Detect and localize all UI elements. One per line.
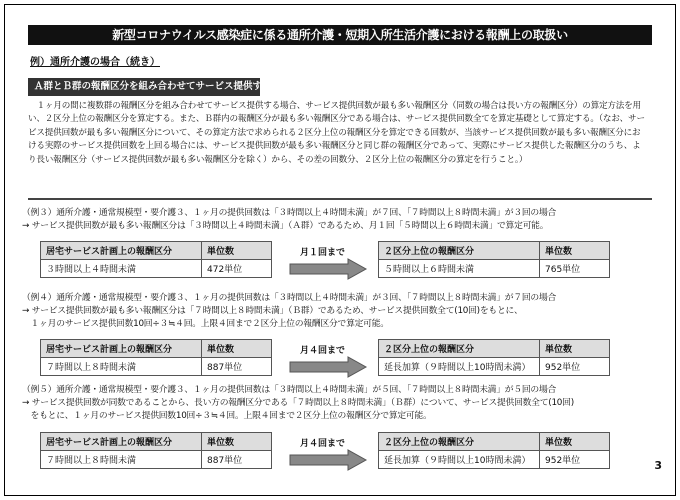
example-4-base-table <box>40 339 272 376</box>
arrow-label: 月４回まで <box>300 439 346 449</box>
example-line: （例５）通所介護・通常規模型・要介護３、１ヶ月の提供回数は「３時間以上４時間未満」が５回、「７時間以上８時間未満」が５回の場合 <box>22 385 557 395</box>
example-4-text <box>22 292 662 331</box>
example-line: → サービス提供回数が最も多い報酬区分は「３時間以上４時間未満」（Ａ群）であるため、月１回「５時間以上６時間未満」で算定可能。 <box>22 221 549 231</box>
table-cell: ３時間以上４時間未満 <box>41 260 202 278</box>
table-header: ２区分上位の報酬区分 <box>379 340 540 358</box>
table-header: 居宅サービス計画上の報酬区分 <box>41 340 202 358</box>
table-cell: 延長加算（９時間以上10時間未満） <box>379 358 540 376</box>
example-3-upper-table <box>378 241 610 278</box>
arrow-label: 月１回まで <box>300 248 346 258</box>
example-3-base-table <box>40 241 272 278</box>
example-line: → サービス提供回数が最も多い報酬区分は「７時間以上８時間未満」（Ｂ群）であるため、サービス提供回数全て(10回)をもとに、 <box>22 306 523 316</box>
table-header: 単位数 <box>202 433 272 451</box>
example-5-upper-table <box>378 432 610 469</box>
table-cell: ５時間以上６時間未満 <box>379 260 540 278</box>
table-header: 居宅サービス計画上の報酬区分 <box>41 433 202 451</box>
page-title: 新型コロナウイルス感染症に係る通所介護・短期入所生活介護における報酬上の取扱い <box>28 25 652 45</box>
case-label: 例）通所介護の場合（続き） <box>30 57 160 68</box>
explanation-paragraph <box>28 100 648 167</box>
example-line: をもとに、１ヶ月のサービス提供回数10回÷３≒４回。上限４回まで２区分上位の報酬区分で算定可能。 <box>22 411 432 421</box>
table-cell: ７時間以上８時間未満 <box>41 451 202 469</box>
example-line: １ヶ月のサービス提供回数10回÷３≒４回。上限４回まで２区分上位の報酬区分で算定可能。 <box>22 319 389 329</box>
table-cell: 延長加算（９時間以上10時間未満） <box>379 451 540 469</box>
table-header: 単位数 <box>202 242 272 260</box>
section-heading: Ａ群とＢ群の報酬区分を組み合わせてサービス提供する場合 <box>28 78 260 96</box>
example-5-text <box>22 384 662 423</box>
arrow-label: 月４回まで <box>300 346 346 356</box>
example-3-text <box>22 207 662 233</box>
table-cell: ７時間以上８時間未満 <box>41 358 202 376</box>
example-line: （例３）通所介護・通常規模型・要介護３、１ヶ月の提供回数は「３時間以上４時間未満」が７回、「７時間以上８時間未満」が３回の場合 <box>22 208 557 218</box>
table-cell: 887単位 <box>202 358 272 376</box>
example-line: → サービス提供回数が同数であることから、長い方の報酬区分である「７時間以上８時間未満」（Ｂ群）について、サービス提供回数全て(10回) <box>22 398 574 408</box>
table-cell: 952単位 <box>540 451 610 469</box>
right-arrow-icon <box>290 259 366 279</box>
divider <box>28 198 652 200</box>
table-header: ２区分上位の報酬区分 <box>379 242 540 260</box>
page-number: 3 <box>654 459 662 472</box>
right-arrow-icon <box>290 357 366 377</box>
table-cell: 472単位 <box>202 260 272 278</box>
table-header: 単位数 <box>540 340 610 358</box>
table-cell: 952単位 <box>540 358 610 376</box>
table-header: 単位数 <box>202 340 272 358</box>
table-header: 居宅サービス計画上の報酬区分 <box>41 242 202 260</box>
table-cell: 765単位 <box>540 260 610 278</box>
table-header: ２区分上位の報酬区分 <box>379 433 540 451</box>
paragraph-text: １ヶ月の間に複数群の報酬区分を組み合わせてサービス提供する場合、サービス提供回数が最も多い報酬区分（同数の場合は長い方の報酬区分）の算定方法を用い、２区分上位の報酬区分を算定する。また、Ｂ群内の報酬区分が最も多い報酬区分である場合は、サービス提供回数全てを算定基礎として算定する。（なお、サービス提供回数が最も多い報酬区分について、その算定方法で求められる２区分上位の報酬区分を算定できる回数が、当該サービス提供回数が最も多い報酬区分における実際のサービス提供回数を上回る場合には、サービス提供回数が最も多い報酬区分と同じ群の報酬区分であって、実際にサービス提供した報酬区分のうち、より長い報酬区分（サービス提供回数が最も多い報酬区分を除く）から、その差の回数分、２区分上位の報酬区分の算定を行うこと。） <box>28 101 645 165</box>
table-cell: 887単位 <box>202 451 272 469</box>
example-line: （例４）通所介護・通常規模型・要介護３、１ヶ月の提供回数は「３時間以上４時間未満」が３回、「７時間以上８時間未満」が７回の場合 <box>22 293 557 303</box>
example-4-upper-table <box>378 339 610 376</box>
table-header: 単位数 <box>540 433 610 451</box>
right-arrow-icon <box>290 450 366 470</box>
table-header: 単位数 <box>540 242 610 260</box>
example-5-base-table <box>40 432 272 469</box>
